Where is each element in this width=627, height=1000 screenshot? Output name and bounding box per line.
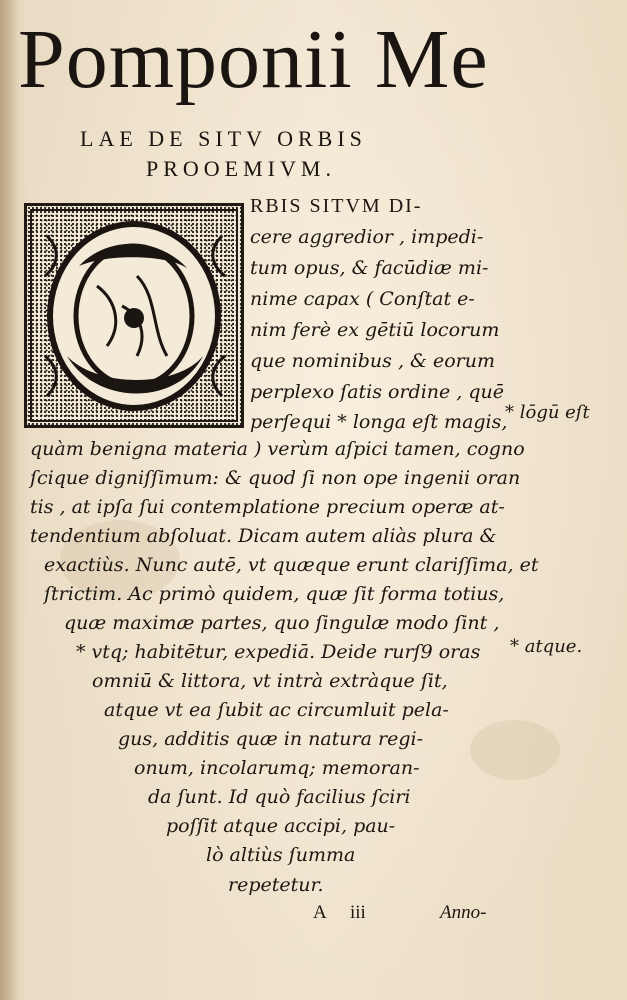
text-line-8: perſequi * longa eſt magis, bbox=[250, 411, 508, 433]
text-line-9: quàm benigna materia ) verùm aſpici tamen, cogno bbox=[30, 438, 525, 460]
text-line-22: poſſit atque accipi, pau- bbox=[166, 815, 396, 837]
text-line-6: que nominibus , & eorum bbox=[250, 350, 496, 372]
text-line-21: da ſunt. Id quò facilius ſciri bbox=[148, 786, 411, 808]
text-line-20: onum, incolarumq; memoran- bbox=[134, 757, 420, 779]
signature-mark: A bbox=[313, 902, 327, 923]
text-line-24: repetetur. bbox=[228, 874, 324, 896]
text-line-12: tendentium abſoluat. Dicam autem aliàs plura & bbox=[30, 525, 497, 547]
text-line-2: cere aggredior , impedi- bbox=[250, 226, 484, 248]
title-line-2: PROOEMIVM. bbox=[146, 156, 336, 181]
text-line-3: tum opus, & facūdiæ mi- bbox=[250, 257, 489, 279]
text-line-18: atque vt ea ſubit ac circumluit pela- bbox=[104, 699, 449, 721]
text-line-1: RBIS SITVM DI- bbox=[250, 195, 423, 217]
margin-note-2: * atque. bbox=[510, 636, 583, 657]
paper-stain bbox=[470, 720, 560, 780]
text-line-13: exactiùs. Nunc autē, vt quæque erunt clariſſima, et bbox=[44, 554, 539, 576]
text-line-10: ſcique digniſſimum: & quod ſi non ope ingenii oran bbox=[30, 467, 521, 489]
text-line-11: tis , at ipſa ſui contemplatione precium operæ at- bbox=[30, 496, 505, 518]
text-line-23: lò altiùs ſumma bbox=[206, 844, 356, 866]
text-line-19: gus, additis quæ in natura regi- bbox=[118, 728, 423, 750]
text-line-5: nim ferè ex gētiū locorum bbox=[250, 319, 500, 341]
text-line-14: ſtrictim. Ac primò quidem, quæ ſit forma totius, bbox=[44, 583, 505, 605]
decorated-initial-o-woodcut bbox=[24, 203, 244, 428]
text-line-16: * vtq; habitētur, expediā. Deide rurſ9 oras bbox=[76, 641, 481, 663]
title-line-1: LAE DE SITV ORBIS bbox=[80, 126, 367, 151]
ornamental-letter-o-icon bbox=[27, 206, 241, 425]
text-line-17: omniū & littora, vt intrà extràque ſit, bbox=[92, 670, 448, 692]
signature-number: iii bbox=[350, 902, 366, 923]
text-line-7: perplexo ſatis ordine , quē bbox=[250, 381, 505, 403]
margin-note-1: * lōgū eſt bbox=[505, 402, 590, 423]
binding-shadow bbox=[0, 0, 18, 1000]
text-line-4: nime capax ( Conſtat e- bbox=[250, 288, 475, 310]
page-title-large: Pomponii Me bbox=[18, 13, 489, 106]
catchword: Anno- bbox=[440, 902, 487, 923]
text-line-15: quæ maximæ partes, quo ſingulæ modo ſint , bbox=[64, 612, 500, 634]
